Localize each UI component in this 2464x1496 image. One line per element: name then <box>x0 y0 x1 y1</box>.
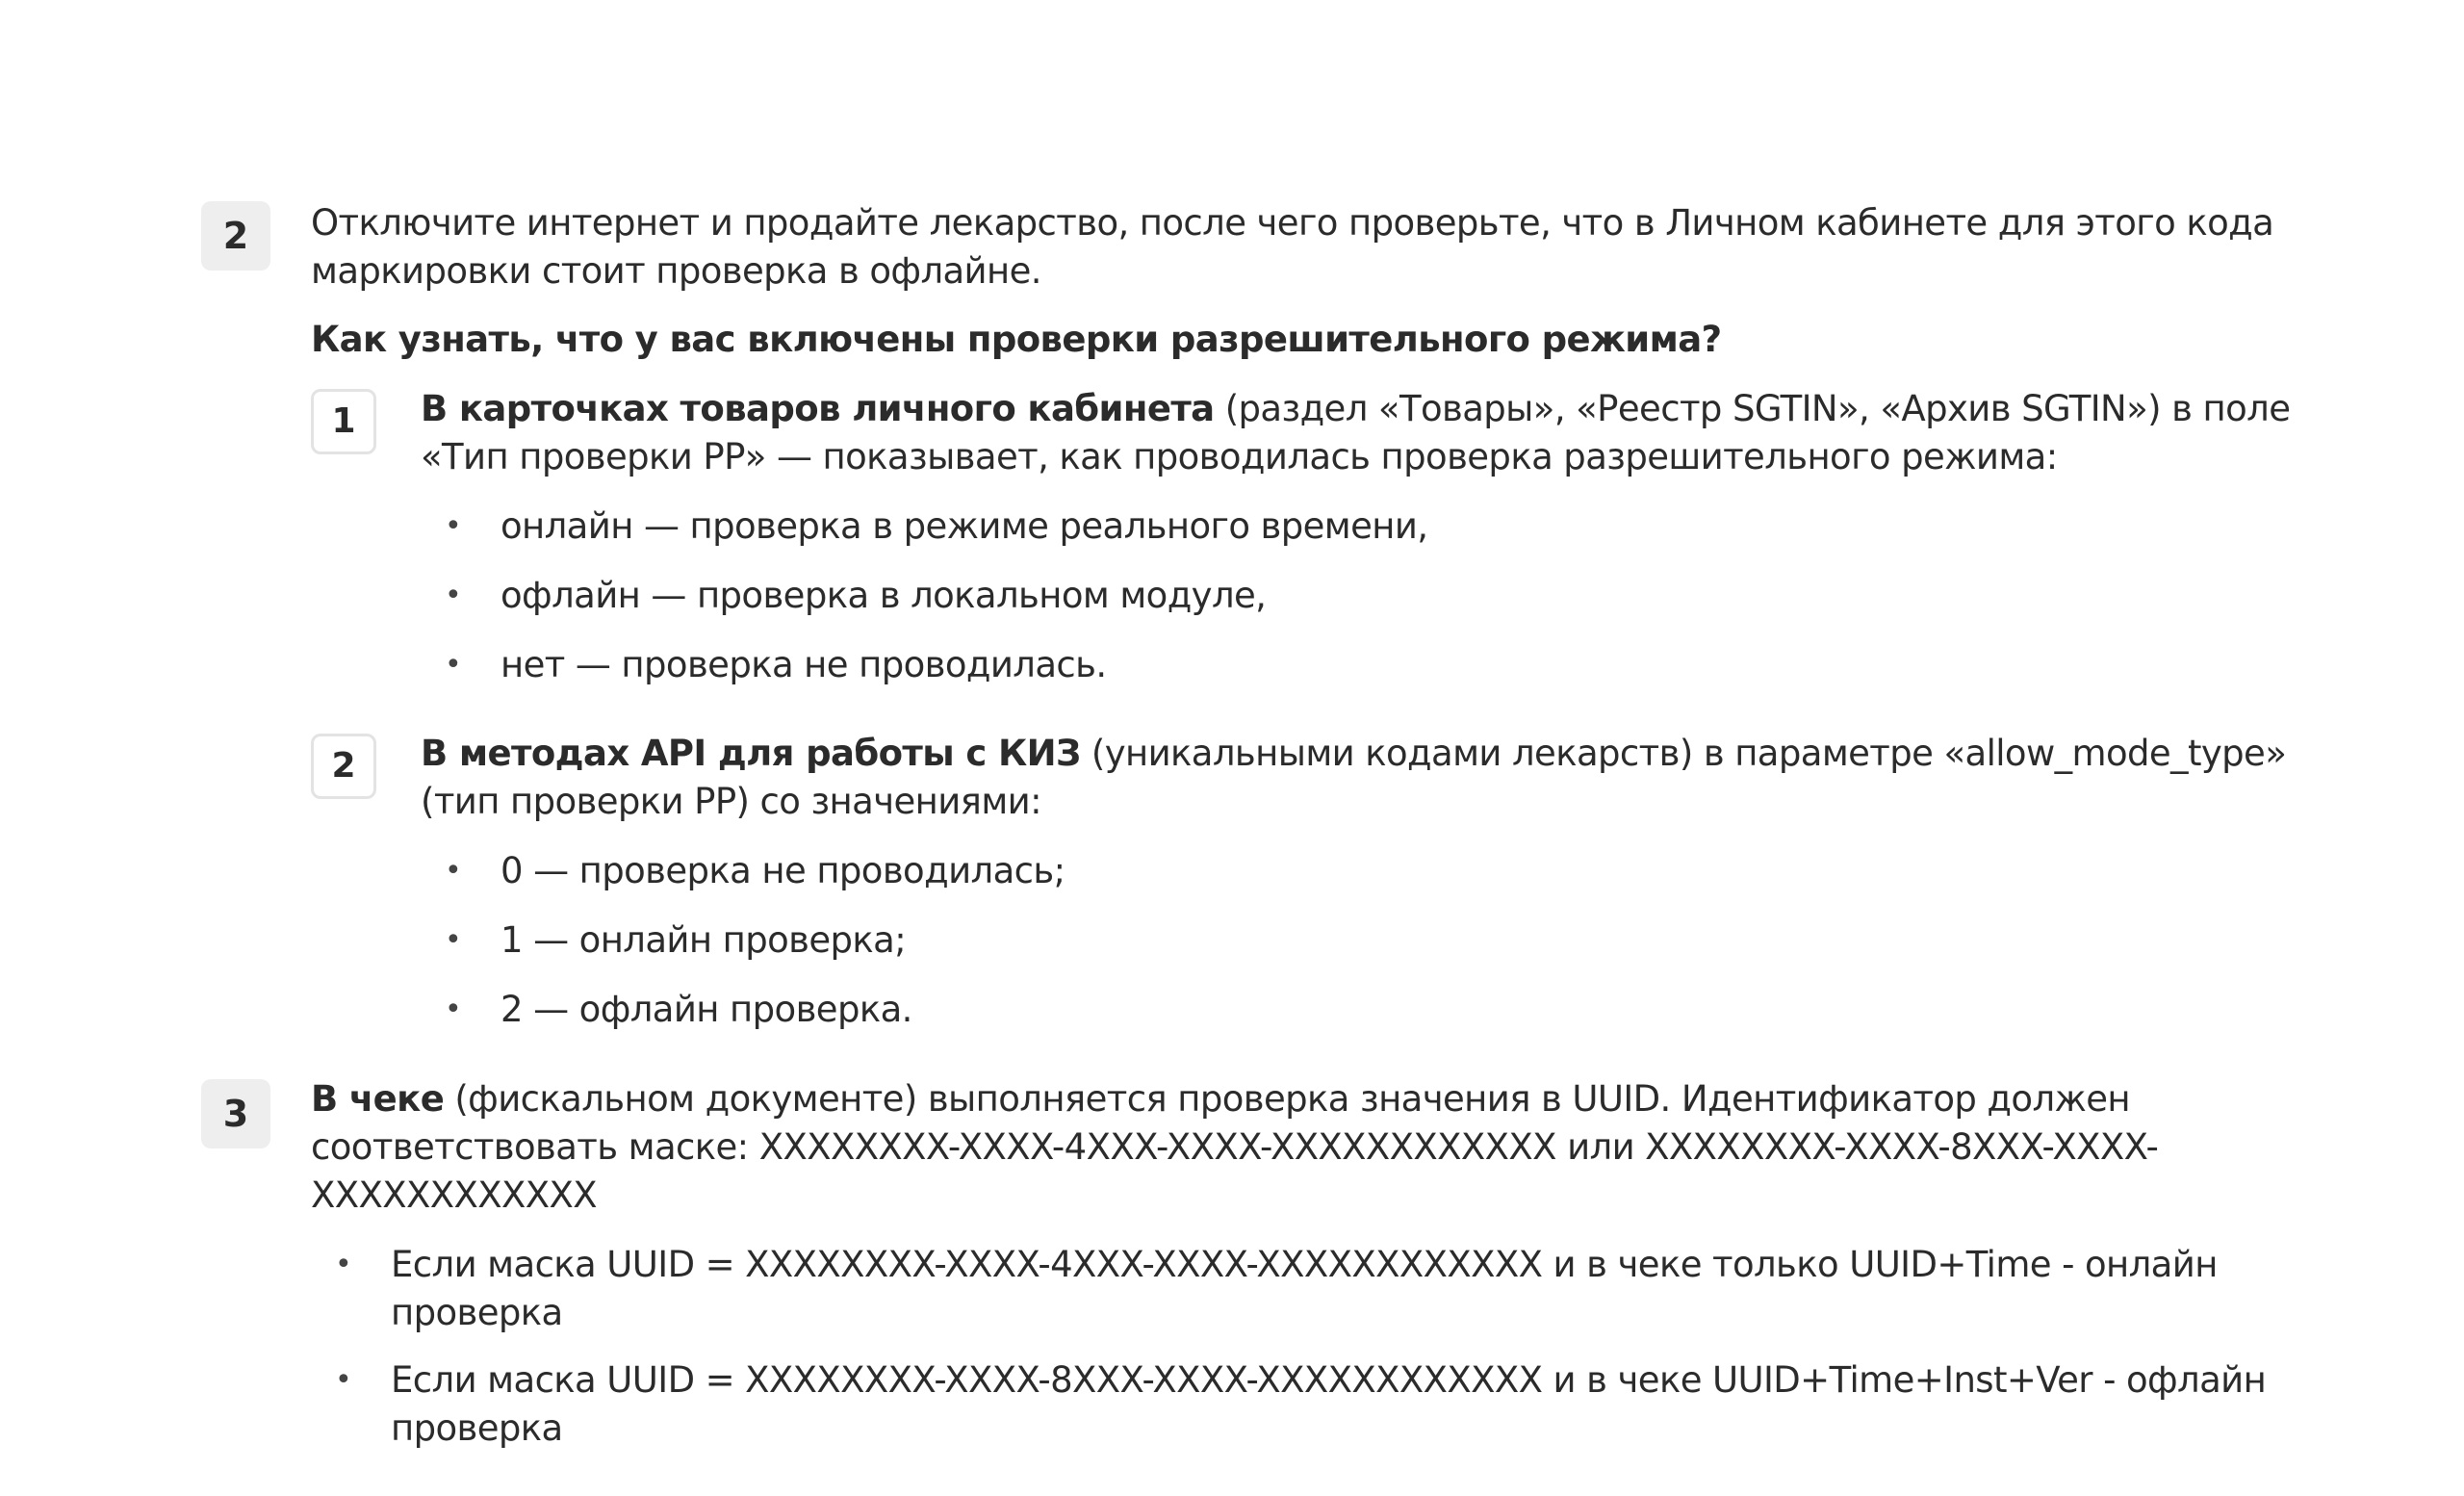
list-item <box>441 572 2270 620</box>
sub-item-2-text <box>421 730 2297 826</box>
bullet-icon: • <box>445 509 462 543</box>
list-item-text: нет — проверка не проводилась. <box>500 644 1107 685</box>
list-item <box>331 1241 2304 1337</box>
question-heading: Как узнать, что у вас включены проверки разрешительного режима? <box>311 319 1722 360</box>
sub-item-number-badge: 2 <box>311 734 376 799</box>
sub-item-1-rest: (раздел «Товары», «Реестр SGTIN», «Архив SGTIN») в поле «Тип проверки РР» — показывает, как проводилась проверка разрешительного режима: <box>421 388 2291 477</box>
step-3-bold: В чеке <box>311 1078 445 1120</box>
list-item-text: 2 — офлайн проверка. <box>500 989 912 1030</box>
bullet-icon: • <box>445 648 462 682</box>
step-number-badge: 3 <box>201 1079 270 1148</box>
list-item <box>441 847 2270 895</box>
list-item <box>441 916 2270 965</box>
bullet-icon: • <box>445 854 462 888</box>
step-3-rest: (фискальном документе) выполняется проверка значения в UUID. Идентификатор должен соответствовать маске: XXXXXXXX-XXXX-4XXX-XXXX-XXXXXXXXXXXX или XXXXXXXX-XXXX-8XXX-XXXX-XXXXXXXXXXXX <box>311 1078 2159 1216</box>
list-item-text: 0 — проверка не проводилась; <box>500 850 1065 891</box>
bullet-icon: • <box>335 1363 352 1397</box>
step-number-badge: 2 <box>201 201 270 271</box>
sub-item-2-bold: В методах API для работы с КИЗ <box>421 733 1081 774</box>
list-item <box>441 641 2270 689</box>
bullet-icon: • <box>445 579 462 612</box>
list-item-text: онлайн — проверка в режиме реального времени, <box>500 505 1428 547</box>
sub-item-1-bold: В карточках товаров личного кабинета <box>421 388 1215 429</box>
sub-item-number-badge: 1 <box>311 389 376 454</box>
step-2-text: Отключите интернет и продайте лекарство, после чего проверьте, что в Личном кабинете для этого кода маркировки стоит проверка в офлайне. <box>311 202 2274 292</box>
list-item-text: Если маска UUID = XXXXXXXX-XXXX-4XXX-XXXX-XXXXXXXXXXXX и в чеке только UUID+Time - онлайн проверка <box>391 1244 2218 1333</box>
list-item-text: 1 — онлайн проверка; <box>500 919 907 961</box>
bullet-icon: • <box>445 923 462 957</box>
bullet-icon: • <box>335 1248 352 1281</box>
list-item-text: Если маска UUID = XXXXXXXX-XXXX-8XXX-XXXX-XXXXXXXXXXXX и в чеке UUID+Time+Inst+Ver - офлайн проверка <box>391 1359 2267 1449</box>
bullet-icon: • <box>445 993 462 1026</box>
list-item <box>331 1356 2304 1453</box>
list-item-text: офлайн — проверка в локальном модуле, <box>500 575 1267 616</box>
step-3-text <box>311 1075 2313 1220</box>
sub-item-1-text <box>421 385 2297 481</box>
list-item <box>441 503 2270 551</box>
sub-item-2-rest: (уникальными кодами лекарств) в параметре «allow_mode_type» (тип проверки РР) со значениями: <box>421 733 2287 822</box>
list-item <box>441 986 2270 1034</box>
